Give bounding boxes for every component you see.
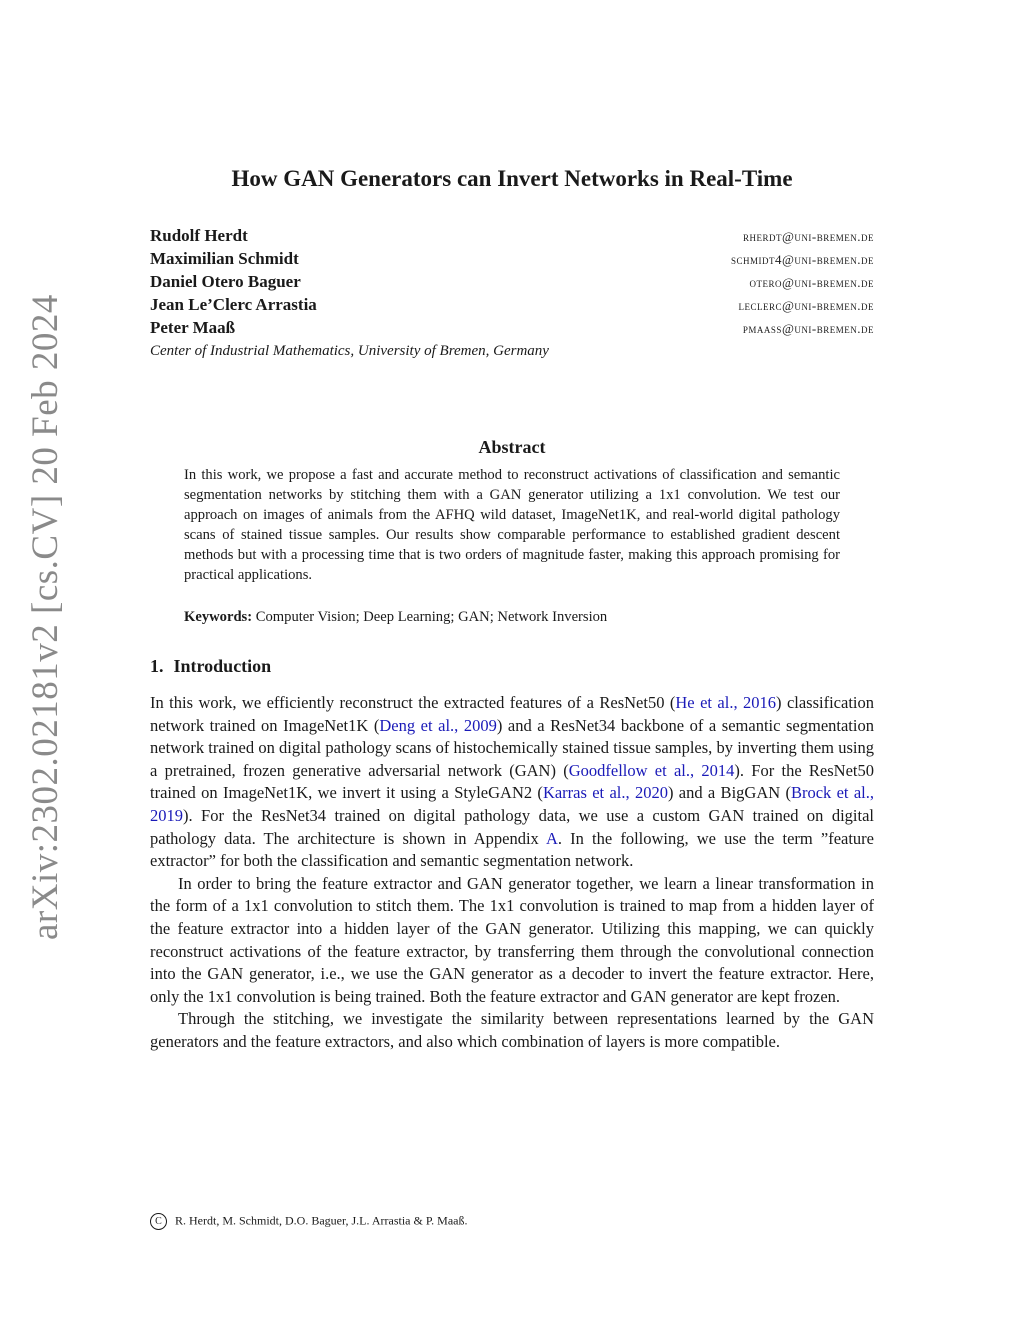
citation-link[interactable]: Karras et al., 2020 [542,783,668,803]
author-email: leclerc@uni-bremen.de [738,298,874,313]
text-run: ) and a BigGAN ( [667,783,791,803]
citation-link[interactable]: Brock et al., 2019 [150,783,875,825]
text-run: ) classification network trained on ImageNet1K ( [150,693,875,735]
paper-title: How GAN Generators can Invert Networks in Real-Time [231,166,793,191]
author-row [150,249,874,272]
author-name: Daniel Otero Baguer [150,272,301,291]
author-row [150,295,874,318]
citation-link[interactable]: He et al., 2016 [675,693,777,712]
author-row [150,318,874,341]
introduction-body [150,692,874,1054]
author-name: Peter Maaß [150,318,236,337]
author-name: Jean Le’Clerc Arrastia [150,295,317,314]
author-row [150,272,874,295]
section-title: Introduction [173,656,272,676]
keywords [184,607,840,627]
text-run: . In the following, we use the term ”feature extractor” for both the classification and semantic segmentation network. [150,828,874,871]
citation-link[interactable]: Deng et al., 2009 [379,715,497,735]
author-block [150,226,874,360]
copyright-text: R. Herdt, M. Schmidt, D.O. Baguer, J.L. Arrastia & P. Maaß. [175,1213,468,1228]
affiliation: Center of Industrial Mathematics, University of Bremen, Germany [150,343,549,359]
section-heading [150,656,271,677]
paragraph [150,692,874,873]
paragraph: In order to bring the feature extractor and GAN generator together, we learn a linear transformation in the form of a 1x1 convolution to stitch them. The 1x1 convolution is trained to map from a hidden layer of the feature extractor into a hidden layer of the GAN generator. Utilizing this mapping, we can quickly reconstruct activations of the feature extractor, by transferring them through the convolutional connection into the GAN generator, i.e., we use the GAN generator as a decoder to invert the feature extractor. Here, only the 1x1 convolution is being trained. Both the feature extractor and GAN generator are kept frozen. [150,873,874,1006]
author-email: otero@uni-bremen.de [749,275,874,290]
copyright-icon: C [150,1213,167,1230]
paragraph: Through the stitching, we investigate the similarity between representations learned by the GAN generators and the feature extractors, and also which combination of layers is more compatible. [150,1009,874,1051]
author-email: schmidt4@uni-bremen.de [730,252,874,267]
text-run: ). For the ResNet34 trained on digital pathology data, we use a custom GAN trained on digital pathology data. The architecture is shown in Appendix [150,805,874,848]
arxiv-identifier: arXiv:2302.02181v2 [cs.CV] 20 Feb 2024 [25,294,66,940]
author-name: Rudolf Herdt [150,226,248,245]
author-email: rherdt@uni-bremen.de [742,229,874,244]
section-number: 1. [150,656,164,676]
citation-link[interactable]: Goodfellow et al., 2014 [568,760,735,780]
abstract-heading: Abstract [478,437,546,457]
author-row [150,226,874,249]
keywords-label: Keywords: [184,609,253,625]
abstract-text: In this work, we propose a fast and accurate method to reconstruct activations of classification and semantic segmentation networks by stitching them with a GAN generator utilizing a 1x1 convolution. We test our approach on images of animals from the AFHQ wild dataset, ImageNet1K, and real-world digital pathology scans of stained tissue samples. Our results show comparable performance to established gradient descent methods but with a processing time that is two orders of magnitude faster, making this approach promising for practical applications. [184,467,840,583]
text-run: ). For the ResNet50 trained on ImageNet1K, we invert it using a StyleGAN2 ( [150,760,874,803]
appendix-link[interactable]: A [546,828,558,848]
text-run: In this work, we efficiently reconstruct the extracted features of a ResNet50 ( [150,693,676,712]
copyright-footer [150,1213,468,1230]
author-name: Maximilian Schmidt [150,249,299,268]
author-email: pmaass@uni-bremen.de [742,321,874,336]
text-run: ) and a ResNet34 backbone of a semantic segmentation network trained on digital pathology scans of histochemically stained tissue samples, by inverting them using a pretrained, frozen generative adversarial network (GAN) ( [150,715,874,780]
keywords-list: Computer Vision; Deep Learning; GAN; Network Inversion [255,609,608,625]
